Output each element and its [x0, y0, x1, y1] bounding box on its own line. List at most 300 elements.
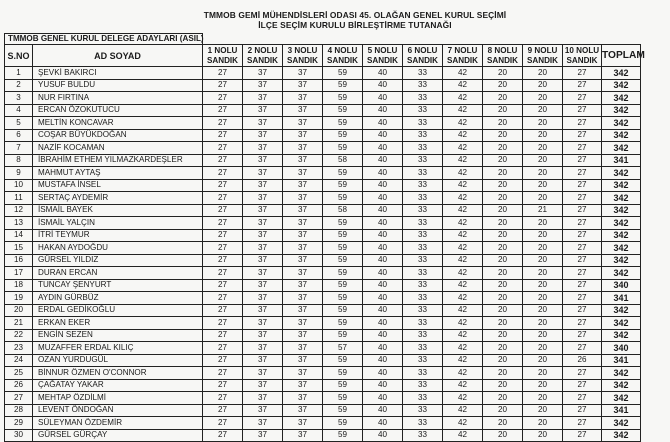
box-vote-count: 27: [563, 167, 602, 180]
box-vote-count: 27: [563, 129, 602, 142]
box-vote-count: 20: [523, 354, 563, 367]
box-vote-count: 27: [563, 117, 602, 130]
box-vote-count: 59: [323, 292, 363, 305]
box-vote-count: 42: [443, 392, 483, 405]
box-vote-count: 37: [283, 204, 323, 217]
box-vote-count: 33: [403, 379, 443, 392]
box-vote-count: 40: [363, 417, 403, 430]
total-votes: 342: [602, 104, 641, 117]
box-vote-count: 37: [283, 217, 323, 230]
box-vote-count: 37: [243, 267, 283, 280]
row-number: 9: [5, 167, 33, 180]
header-box: 2 NOLU SANDIK: [243, 45, 283, 67]
box-vote-count: 33: [403, 329, 443, 342]
box-vote-count: 59: [323, 92, 363, 105]
candidate-name: İTRİ TEYMUR: [33, 229, 203, 242]
box-vote-count: 40: [363, 354, 403, 367]
box-vote-count: 40: [363, 117, 403, 130]
total-votes: 342: [602, 242, 641, 255]
box-vote-count: 42: [443, 204, 483, 217]
box-vote-count: 40: [363, 304, 403, 317]
total-votes: 342: [602, 67, 641, 80]
box-vote-count: 26: [563, 354, 602, 367]
box-vote-count: 20: [483, 254, 523, 267]
box-vote-count: 27: [563, 317, 602, 330]
row-number: 17: [5, 267, 33, 280]
box-vote-count: 37: [243, 104, 283, 117]
box-vote-count: 27: [203, 354, 243, 367]
box-vote-count: 27: [563, 379, 602, 392]
total-votes: 342: [602, 379, 641, 392]
candidate-name: COŞAR BÜYÜKDOĞAN: [33, 129, 203, 142]
box-vote-count: 20: [523, 67, 563, 80]
box-vote-count: 20: [483, 104, 523, 117]
box-vote-count: 42: [443, 154, 483, 167]
box-vote-count: 37: [243, 229, 283, 242]
box-vote-count: 37: [243, 117, 283, 130]
total-votes: 341: [602, 354, 641, 367]
header-box: 1 NOLU SANDIK: [203, 45, 243, 67]
row-number: 27: [5, 392, 33, 405]
box-vote-count: 59: [323, 217, 363, 230]
box-vote-count: 27: [563, 242, 602, 255]
row-number: 6: [5, 129, 33, 142]
total-votes: 342: [602, 429, 641, 442]
box-vote-count: 20: [483, 417, 523, 430]
table-row: [5, 329, 641, 342]
box-vote-count: 59: [323, 317, 363, 330]
box-vote-count: 59: [323, 367, 363, 380]
candidate-name: TUNCAY ŞENYURT: [33, 279, 203, 292]
table-row: [5, 367, 641, 380]
box-vote-count: 37: [283, 92, 323, 105]
box-vote-count: 40: [363, 79, 403, 92]
box-vote-count: 37: [283, 254, 323, 267]
box-vote-count: 27: [203, 279, 243, 292]
box-vote-count: 40: [363, 229, 403, 242]
total-votes: 342: [602, 367, 641, 380]
box-vote-count: 37: [243, 129, 283, 142]
box-vote-count: 59: [323, 192, 363, 205]
total-votes: 342: [602, 329, 641, 342]
candidate-name: AYDIN GÜRBÜZ: [33, 292, 203, 305]
box-vote-count: 20: [483, 67, 523, 80]
box-vote-count: 33: [403, 292, 443, 305]
box-vote-count: 37: [283, 104, 323, 117]
box-vote-count: 20: [483, 329, 523, 342]
box-vote-count: 37: [243, 342, 283, 355]
candidate-name: ERDAL GEDİKOĞLU: [33, 304, 203, 317]
total-votes: 342: [602, 229, 641, 242]
box-vote-count: 20: [483, 179, 523, 192]
table-row: [5, 117, 641, 130]
box-vote-count: 42: [443, 317, 483, 330]
candidate-name: NUR FIRTINA: [33, 92, 203, 105]
box-vote-count: 40: [363, 267, 403, 280]
box-vote-count: 27: [563, 67, 602, 80]
box-vote-count: 27: [563, 204, 602, 217]
box-vote-count: 59: [323, 104, 363, 117]
box-vote-count: 42: [443, 104, 483, 117]
box-vote-count: 59: [323, 354, 363, 367]
box-vote-count: 37: [243, 254, 283, 267]
box-vote-count: 27: [563, 217, 602, 230]
box-vote-count: 33: [403, 104, 443, 117]
row-number: 19: [5, 292, 33, 305]
box-vote-count: 40: [363, 167, 403, 180]
table-row: [5, 192, 641, 205]
box-vote-count: 37: [283, 242, 323, 255]
header-box: 7 NOLU SANDIK: [443, 45, 483, 67]
box-vote-count: 40: [363, 142, 403, 155]
table-row: [5, 342, 641, 355]
box-vote-count: 20: [523, 254, 563, 267]
candidate-name: LEVENT ÖNDOĞAN: [33, 404, 203, 417]
total-votes: 342: [602, 179, 641, 192]
box-vote-count: 27: [563, 79, 602, 92]
box-vote-count: 40: [363, 154, 403, 167]
box-vote-count: 59: [323, 254, 363, 267]
box-vote-count: 20: [523, 179, 563, 192]
box-vote-count: 27: [203, 292, 243, 305]
box-vote-count: 37: [243, 429, 283, 442]
box-vote-count: 27: [203, 229, 243, 242]
box-vote-count: 42: [443, 192, 483, 205]
box-vote-count: 33: [403, 429, 443, 442]
total-votes: 342: [602, 204, 641, 217]
box-vote-count: 37: [283, 342, 323, 355]
box-vote-count: 37: [243, 79, 283, 92]
box-vote-count: 37: [243, 279, 283, 292]
table-row: [5, 167, 641, 180]
table-row: [5, 392, 641, 405]
box-vote-count: 59: [323, 404, 363, 417]
box-vote-count: 20: [523, 192, 563, 205]
table-row: [5, 267, 641, 280]
row-number: 7: [5, 142, 33, 155]
box-vote-count: 20: [483, 117, 523, 130]
box-vote-count: 59: [323, 417, 363, 430]
table-row: [5, 92, 641, 105]
table-row: [5, 204, 641, 217]
box-vote-count: 20: [523, 417, 563, 430]
total-votes: 342: [602, 392, 641, 405]
total-votes: 342: [602, 192, 641, 205]
row-number: 30: [5, 429, 33, 442]
box-vote-count: 59: [323, 79, 363, 92]
box-vote-count: 27: [563, 179, 602, 192]
table-row: [5, 254, 641, 267]
row-number: 2: [5, 79, 33, 92]
box-vote-count: 20: [483, 167, 523, 180]
box-vote-count: 42: [443, 142, 483, 155]
box-vote-count: 27: [203, 67, 243, 80]
table-body: [5, 34, 645, 442]
table-row: [5, 304, 641, 317]
box-vote-count: 37: [283, 229, 323, 242]
box-vote-count: 20: [483, 354, 523, 367]
box-vote-count: 20: [523, 117, 563, 130]
box-vote-count: 37: [283, 354, 323, 367]
box-vote-count: 27: [563, 154, 602, 167]
total-votes: 340: [602, 279, 641, 292]
box-vote-count: 42: [443, 404, 483, 417]
box-vote-count: 40: [363, 429, 403, 442]
box-vote-count: 42: [443, 179, 483, 192]
box-vote-count: 59: [323, 279, 363, 292]
box-vote-count: 20: [523, 279, 563, 292]
box-vote-count: 20: [523, 379, 563, 392]
document-subtitle: İLÇE SEÇİM KURULU BİRLEŞTİRME TUTANAĞI: [258, 20, 452, 30]
total-votes: 342: [602, 167, 641, 180]
box-vote-count: 33: [403, 192, 443, 205]
box-vote-count: 37: [243, 354, 283, 367]
box-vote-count: 37: [283, 129, 323, 142]
header-sno: S.NO: [5, 45, 33, 67]
box-vote-count: 37: [283, 167, 323, 180]
table-row: [5, 317, 641, 330]
box-vote-count: 37: [283, 367, 323, 380]
box-vote-count: 20: [483, 267, 523, 280]
box-vote-count: 27: [203, 254, 243, 267]
box-vote-count: 37: [283, 179, 323, 192]
box-vote-count: 20: [523, 167, 563, 180]
box-vote-count: 27: [563, 104, 602, 117]
total-votes: 341: [602, 154, 641, 167]
total-votes: 341: [602, 292, 641, 305]
box-vote-count: 27: [563, 342, 602, 355]
box-vote-count: 27: [563, 267, 602, 280]
row-number: 1: [5, 67, 33, 80]
box-vote-count: 27: [563, 292, 602, 305]
box-vote-count: 20: [483, 367, 523, 380]
box-vote-count: 42: [443, 367, 483, 380]
box-vote-count: 21: [523, 204, 563, 217]
box-vote-count: 33: [403, 242, 443, 255]
box-vote-count: 40: [363, 204, 403, 217]
box-vote-count: 37: [283, 267, 323, 280]
box-vote-count: 37: [243, 67, 283, 80]
box-vote-count: 33: [403, 67, 443, 80]
candidate-name: ŞEVKİ BAKIRCI: [33, 67, 203, 80]
box-vote-count: 59: [323, 67, 363, 80]
candidate-name: MUZAFFER ERDAL KILIÇ: [33, 342, 203, 355]
candidate-name: BİNNUR ÖZMEN O'CONNOR: [33, 367, 203, 380]
total-votes: 342: [602, 92, 641, 105]
row-number: 3: [5, 92, 33, 105]
box-vote-count: 27: [203, 392, 243, 405]
box-vote-count: 37: [243, 404, 283, 417]
table-row: [5, 417, 641, 430]
box-vote-count: 33: [403, 229, 443, 242]
box-vote-count: 33: [403, 392, 443, 405]
box-vote-count: 27: [203, 92, 243, 105]
row-number: 13: [5, 217, 33, 230]
box-vote-count: 37: [283, 379, 323, 392]
header-total: TOPLAM: [602, 45, 641, 67]
box-vote-count: 27: [563, 304, 602, 317]
table-row: [5, 217, 641, 230]
box-vote-count: 42: [443, 217, 483, 230]
header-box: 3 NOLU SANDIK: [283, 45, 323, 67]
table-row: [5, 154, 641, 167]
box-vote-count: 33: [403, 267, 443, 280]
table-row: [5, 292, 641, 305]
box-vote-count: 33: [403, 142, 443, 155]
box-vote-count: 37: [243, 217, 283, 230]
table-row: [5, 242, 641, 255]
box-vote-count: 27: [203, 154, 243, 167]
box-vote-count: 42: [443, 67, 483, 80]
header-box: 9 NOLU SANDIK: [523, 45, 563, 67]
box-vote-count: 37: [283, 79, 323, 92]
table-row: [5, 129, 641, 142]
box-vote-count: 37: [283, 67, 323, 80]
box-vote-count: 59: [323, 429, 363, 442]
box-vote-count: 42: [443, 229, 483, 242]
header-box: 8 NOLU SANDIK: [483, 45, 523, 67]
box-vote-count: 20: [483, 392, 523, 405]
box-vote-count: 37: [243, 142, 283, 155]
box-vote-count: 40: [363, 317, 403, 330]
box-vote-count: 37: [283, 417, 323, 430]
box-vote-count: 27: [563, 192, 602, 205]
box-vote-count: 37: [283, 279, 323, 292]
box-vote-count: 20: [483, 204, 523, 217]
box-vote-count: 40: [363, 367, 403, 380]
box-vote-count: 37: [243, 292, 283, 305]
box-vote-count: 33: [403, 317, 443, 330]
header-name: AD SOYAD: [33, 45, 203, 67]
box-vote-count: 37: [283, 154, 323, 167]
box-vote-count: 59: [323, 267, 363, 280]
box-vote-count: 33: [403, 179, 443, 192]
box-vote-count: 27: [203, 329, 243, 342]
box-vote-count: 27: [203, 267, 243, 280]
box-vote-count: 33: [403, 417, 443, 430]
box-vote-count: 57: [323, 342, 363, 355]
box-vote-count: 42: [443, 242, 483, 255]
total-votes: 342: [602, 117, 641, 130]
box-vote-count: 40: [363, 392, 403, 405]
candidate-name: İSMAİL YALÇIN: [33, 217, 203, 230]
candidate-name: MEHTAP ÖZDİLMİ: [33, 392, 203, 405]
box-vote-count: 27: [563, 279, 602, 292]
header-box: 5 NOLU SANDIK: [363, 45, 403, 67]
box-vote-count: 42: [443, 304, 483, 317]
box-vote-count: 37: [283, 429, 323, 442]
box-vote-count: 37: [243, 317, 283, 330]
box-vote-count: 42: [443, 342, 483, 355]
box-vote-count: 59: [323, 242, 363, 255]
box-vote-count: 59: [323, 379, 363, 392]
candidate-name: GÜRSEL GÜRÇAY: [33, 429, 203, 442]
row-number: 12: [5, 204, 33, 217]
box-vote-count: 59: [323, 129, 363, 142]
row-number: 24: [5, 354, 33, 367]
candidate-name: ÇAĞATAY YAKAR: [33, 379, 203, 392]
table-row: [5, 429, 641, 442]
box-vote-count: 33: [403, 167, 443, 180]
table-caption-row: [5, 34, 641, 45]
box-vote-count: 27: [563, 417, 602, 430]
box-vote-count: 37: [283, 292, 323, 305]
box-vote-count: 20: [483, 342, 523, 355]
box-vote-count: 27: [563, 254, 602, 267]
candidate-name: ERKAN EKER: [33, 317, 203, 330]
row-number: 5: [5, 117, 33, 130]
box-vote-count: 59: [323, 329, 363, 342]
candidate-name: MELTİN KONCAVAR: [33, 117, 203, 130]
box-vote-count: 37: [283, 404, 323, 417]
box-vote-count: 27: [563, 142, 602, 155]
results-table: [4, 33, 645, 442]
table-row: [5, 279, 641, 292]
document-title: TMMOB GEMİ MÜHENDİSLERİ ODASI 45. OLAĞAN GENEL KURUL SEÇİMİ: [203, 10, 507, 20]
box-vote-count: 42: [443, 267, 483, 280]
box-vote-count: 20: [523, 142, 563, 155]
row-number: 22: [5, 329, 33, 342]
total-votes: 342: [602, 217, 641, 230]
box-vote-count: 40: [363, 192, 403, 205]
box-vote-count: 20: [483, 304, 523, 317]
box-vote-count: 20: [523, 317, 563, 330]
box-vote-count: 59: [323, 117, 363, 130]
candidate-name: İBRAHİM ETHEM YILMAZKARDEŞLER: [33, 154, 203, 167]
box-vote-count: 40: [363, 129, 403, 142]
total-votes: 342: [602, 129, 641, 142]
box-vote-count: 27: [203, 367, 243, 380]
row-number: 26: [5, 379, 33, 392]
box-vote-count: 42: [443, 379, 483, 392]
box-vote-count: 40: [363, 342, 403, 355]
box-vote-count: 20: [483, 229, 523, 242]
header-box: 4 NOLU SANDIK: [323, 45, 363, 67]
header-row: [5, 45, 641, 67]
box-vote-count: 20: [483, 192, 523, 205]
box-vote-count: 27: [563, 429, 602, 442]
box-vote-count: 20: [523, 154, 563, 167]
box-vote-count: 27: [203, 404, 243, 417]
box-vote-count: 59: [323, 229, 363, 242]
box-vote-count: 27: [563, 329, 602, 342]
total-votes: 342: [602, 79, 641, 92]
row-number: 18: [5, 279, 33, 292]
row-number: 29: [5, 417, 33, 430]
box-vote-count: 20: [523, 267, 563, 280]
total-votes: 342: [602, 304, 641, 317]
box-vote-count: 33: [403, 129, 443, 142]
box-vote-count: 37: [283, 192, 323, 205]
total-votes: 342: [602, 417, 641, 430]
box-vote-count: 33: [403, 92, 443, 105]
total-votes: 342: [602, 254, 641, 267]
box-vote-count: 33: [403, 342, 443, 355]
box-vote-count: 37: [283, 142, 323, 155]
row-number: 8: [5, 154, 33, 167]
box-vote-count: 33: [403, 204, 443, 217]
box-vote-count: 37: [243, 329, 283, 342]
box-vote-count: 27: [203, 379, 243, 392]
box-vote-count: 37: [243, 392, 283, 405]
box-vote-count: 40: [363, 329, 403, 342]
box-vote-count: 27: [203, 179, 243, 192]
box-vote-count: 20: [483, 404, 523, 417]
candidate-name: YUSUF BULDU: [33, 79, 203, 92]
box-vote-count: 27: [203, 217, 243, 230]
box-vote-count: 42: [443, 329, 483, 342]
box-vote-count: 40: [363, 67, 403, 80]
